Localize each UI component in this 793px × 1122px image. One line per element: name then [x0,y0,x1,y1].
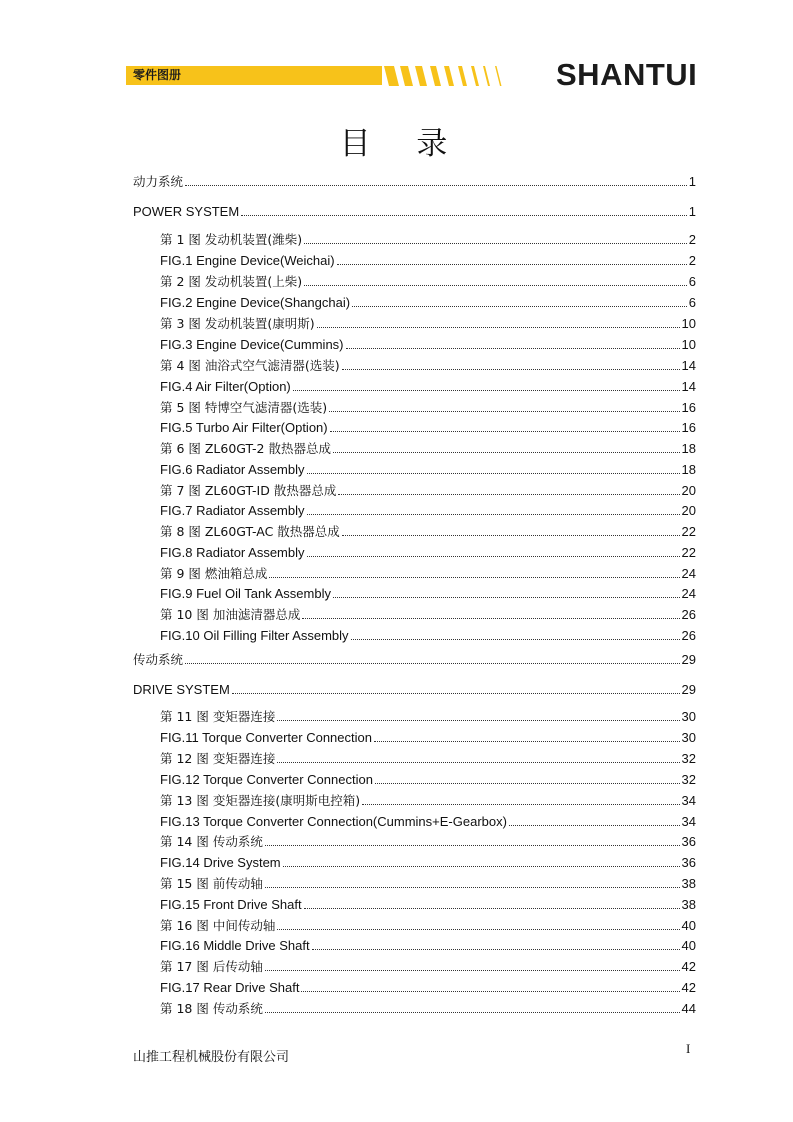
toc-entry-page: 24 [681,566,696,581]
toc-entry-page: 34 [681,793,696,808]
toc-entry[interactable] [133,651,696,668]
toc-entry[interactable] [160,502,696,519]
toc-entry-title: FIG.9 Fuel Oil Tank Assembly [160,586,331,601]
toc-entry-page: 38 [681,876,696,891]
toc-entry-page: 22 [681,545,696,560]
toc-entry[interactable] [133,173,696,190]
toc-entry-page: 42 [681,959,696,974]
toc-leader-dots [374,741,680,742]
toc-leader-dots [277,929,679,930]
toc-entry[interactable] [160,315,696,332]
toc-leader-dots [307,473,680,474]
toc-entry-page: 14 [681,358,696,373]
toc-leader-dots [265,1012,680,1013]
toc-entry-page: 20 [681,503,696,518]
toc-entry-page: 1 [688,204,696,219]
toc-entry-page: 30 [681,709,696,724]
toc-leader-dots [333,597,680,598]
toc-leader-dots [338,494,679,495]
toc-leader-dots [333,452,680,453]
toc-entry-title: DRIVE SYSTEM [133,682,230,697]
toc-entry-page: 29 [681,682,696,697]
toc-entry-page: 26 [681,607,696,622]
toc-entry-title: POWER SYSTEM [133,204,240,219]
toc-entry-title: 第 8 图 ZL60GT-AC 散热器总成 [160,524,340,539]
toc-entry-page: 6 [688,274,696,289]
toc-leader-dots [283,866,680,867]
toc-leader-dots [265,887,680,888]
toc-leader-dots [351,639,680,640]
toc-entry-title: FIG.2 Engine Device(Shangchai) [160,295,351,310]
toc-entry[interactable] [160,813,696,830]
toc-leader-dots [375,783,680,784]
toc-entry[interactable] [160,357,696,374]
toc-entry-page: 10 [681,337,696,352]
toc-entry-title: 第 14 图 传动系统 [160,834,263,849]
toc-entry-title: FIG.17 Rear Drive Shaft [160,980,300,995]
toc-entry-title: 第 18 图 传动系统 [160,1001,263,1016]
toc-entry[interactable] [160,565,696,582]
toc-entry[interactable] [160,606,696,623]
toc-entry[interactable] [160,231,696,248]
toc-entry-title: 第 4 图 油浴式空气滤清器(选装) [160,358,340,373]
toc-entry-title: 第 13 图 变矩器连接(康明斯电控箱) [160,793,361,808]
toc-entry[interactable] [160,979,696,996]
toc-leader-dots [342,535,680,536]
toc-entry-title: FIG.4 Air Filter(Option) [160,379,291,394]
toc-entry[interactable] [160,440,696,457]
toc-entry[interactable] [160,627,696,644]
toc-entry[interactable] [160,419,696,436]
toc-entry-page: 32 [681,772,696,787]
toc-entry-page: 34 [681,814,696,829]
toc-leader-dots [312,949,680,950]
toc-entry[interactable] [160,585,696,602]
toc-entry-page: 22 [681,524,696,539]
toc-entry-title: 第 7 图 ZL60GT-ⅠD 散热器总成 [160,483,337,498]
toc-entry-page: 2 [688,253,696,268]
toc-leader-dots [304,285,687,286]
toc-entry-page: 40 [681,918,696,933]
toc-entry-title: 第 3 图 发动机装置(康明斯) [160,316,315,331]
toc-entry-page: 1 [688,174,696,189]
toc-leader-dots [317,327,680,328]
footer-page-number: I [686,1041,691,1056]
toc-entry-title: FIG.1 Engine Device(Weichai) [160,253,335,268]
toc-entry-title: FIG.12 Torque Converter Connection [160,772,373,787]
toc-entry[interactable] [160,937,696,954]
toc-entry-page: 36 [681,834,696,849]
toc-entry-title: FIG.3 Engine Device(Cummins) [160,337,344,352]
toc-entry-page: 24 [681,586,696,601]
toc-entry-page: 38 [681,897,696,912]
toc-entry[interactable] [160,482,696,499]
toc-leader-dots [277,762,679,763]
toc-entry[interactable] [160,792,696,809]
toc-entry-page: 2 [688,232,696,247]
toc-entry-page: 30 [681,730,696,745]
toc-leader-dots [337,264,687,265]
toc-entry-page: 6 [688,295,696,310]
toc-entry[interactable] [160,854,696,871]
toc-entry-page: 18 [681,462,696,477]
toc-entry-title: FIG.14 Drive System [160,855,281,870]
toc-entry[interactable] [160,771,696,788]
toc-leader-dots [329,411,679,412]
toc-leader-dots [330,431,680,432]
toc-entry[interactable] [160,708,696,725]
toc-entry[interactable] [160,875,696,892]
page-title: 目 录 [339,126,466,162]
toc-entry[interactable] [160,461,696,478]
toc-entry-page: 16 [681,400,696,415]
toc-entry-title: FIG.15 Front Drive Shaft [160,897,302,912]
toc-entry[interactable] [160,378,696,395]
toc-entry-title: 第 15 图 前传动轴 [160,876,263,891]
toc-entry[interactable] [160,273,696,290]
toc-entry-page: 14 [681,379,696,394]
toc-entry-page: 44 [681,1001,696,1016]
toc-entry-title: FIG.5 Turbo Air Filter(Option) [160,420,328,435]
toc-leader-dots [232,693,680,694]
toc-entry[interactable] [160,336,696,353]
toc-entry[interactable] [160,917,696,934]
toc-leader-dots [362,804,679,805]
header-label: 零件图册 [133,68,182,82]
toc-entry-title: 传动系统 [133,652,184,667]
toc-entry-title: FIG.8 Radiator Assembly [160,545,305,560]
toc-entry-title: 第 17 图 后传动轴 [160,959,263,974]
toc-entry-page: 36 [681,855,696,870]
toc-entry[interactable] [160,252,696,269]
toc-entry-page: 32 [681,751,696,766]
toc-entry-title: 第 6 图 ZL60GT-2 散热器总成 [160,441,331,456]
toc-leader-dots [293,390,680,391]
toc-entry[interactable] [160,896,696,913]
toc-leader-dots [307,514,680,515]
toc-leader-dots [265,845,680,846]
toc-entry-page: 40 [681,938,696,953]
toc-entry-page: 10 [681,316,696,331]
toc-entry[interactable] [160,958,696,975]
toc-entry-title: 第 16 图 中间传动轴 [160,918,276,933]
toc-entry-title: 动力系统 [133,174,184,189]
toc-leader-dots [307,556,680,557]
header-stripes-decoration [384,64,524,88]
toc-entry[interactable] [160,399,696,416]
toc-entry-title: 第 1 图 发动机装置(潍柴) [160,232,303,247]
toc-entry-page: 42 [681,980,696,995]
toc-entry-title: FIG.16 Middle Drive Shaft [160,938,310,953]
toc-entry-title: 第 9 图 燃油箱总成 [160,566,268,581]
toc-entry-title: FIG.6 Radiator Assembly [160,462,305,477]
toc-entry-title: 第 5 图 特博空气滤清器(选装) [160,400,328,415]
toc-entry-page: 20 [681,483,696,498]
toc-entry-title: 第 11 图 变矩器连接 [160,709,276,724]
toc-entry-page: 26 [681,628,696,643]
toc-leader-dots [302,618,679,619]
toc-entry-title: 第 10 图 加油滤清器总成 [160,607,301,622]
toc-entry-title: FIG.7 Radiator Assembly [160,503,305,518]
toc-entry[interactable] [160,729,696,746]
toc-entry[interactable] [133,681,696,698]
toc-leader-dots [265,970,680,971]
toc-leader-dots [241,215,687,216]
toc-leader-dots [342,369,680,370]
toc-entry[interactable] [160,750,696,767]
toc-entry[interactable] [160,294,696,311]
toc-leader-dots [304,243,687,244]
toc-leader-dots [509,825,680,826]
toc-entry-title: FIG.13 Torque Converter Connection(Cummins+E-Gearbox) [160,814,507,829]
toc-entry-page: 18 [681,441,696,456]
toc-entry[interactable] [160,523,696,540]
toc-entry-page: 16 [681,420,696,435]
toc-leader-dots [301,991,679,992]
toc-leader-dots [269,577,679,578]
toc-entry[interactable] [160,833,696,850]
toc-leader-dots [346,348,680,349]
shantui-logo: SHANTUI [556,57,698,92]
toc-entry[interactable] [133,203,696,220]
toc-leader-dots [185,663,680,664]
toc-entry-page: 29 [681,652,696,667]
toc-entry[interactable] [160,1000,696,1017]
toc-leader-dots [304,908,680,909]
toc-entry-title: FIG.11 Torque Converter Connection [160,730,372,745]
toc-leader-dots [185,185,687,186]
toc-entry-title: FIG.10 Oil Filling Filter Assembly [160,628,349,643]
footer-company: 山推工程机械股份有限公司 [133,1050,290,1065]
toc-leader-dots [277,720,679,721]
toc-entry[interactable] [160,544,696,561]
toc-entry-title: 第 2 图 发动机装置(上柴) [160,274,303,289]
toc-entry-title: 第 12 图 变矩器连接 [160,751,276,766]
toc-leader-dots [352,306,687,307]
